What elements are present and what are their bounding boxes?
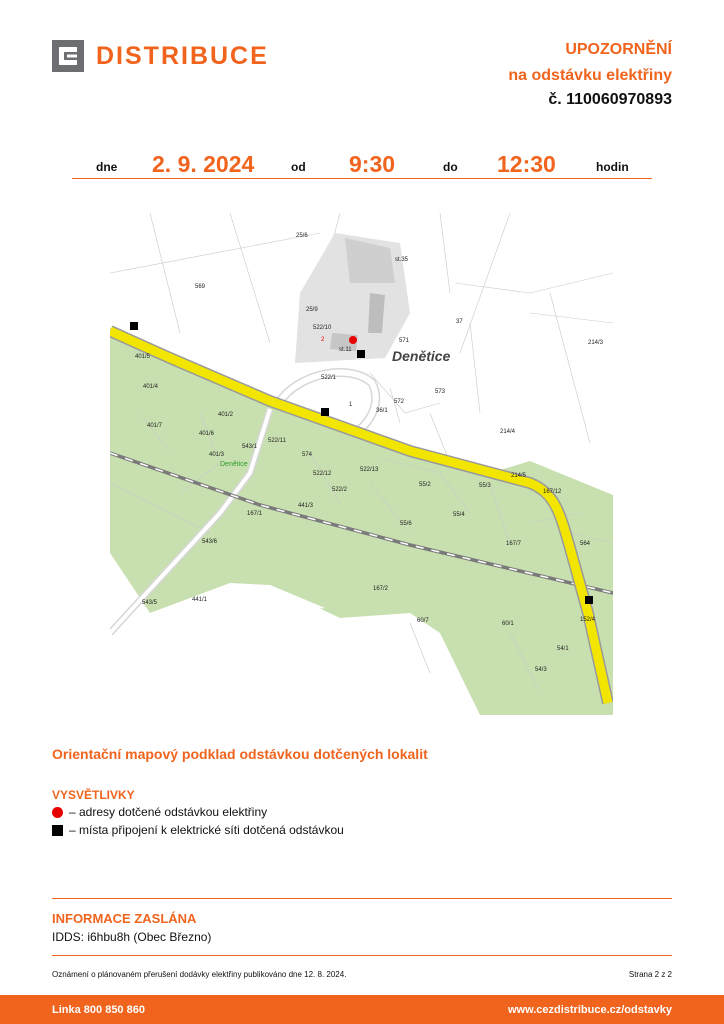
svg-text:60/7: 60/7	[417, 618, 429, 624]
svg-text:401/5: 401/5	[135, 354, 151, 360]
svg-text:54/1: 54/1	[557, 646, 569, 652]
connection-point-marker	[585, 596, 593, 604]
idds-recipient: IDDS: i6hbu8h (Obec Březno)	[52, 930, 212, 944]
village-label: Denětice	[392, 348, 451, 364]
svg-text:167/12: 167/12	[543, 489, 562, 495]
legend-connection-label: – místa připojení k elektrické síti dotčená odstávkou	[69, 823, 344, 837]
svg-text:441/1: 441/1	[192, 597, 208, 603]
outage-map	[110, 213, 613, 715]
svg-text:522/2: 522/2	[332, 487, 348, 493]
svg-text:401/3: 401/3	[209, 452, 225, 458]
day-label: dne	[96, 160, 118, 174]
to-time: 12:30	[497, 151, 556, 177]
svg-text:572: 572	[394, 399, 405, 405]
connection-point-marker	[357, 350, 365, 358]
svg-text:55/6: 55/6	[400, 521, 412, 527]
svg-text:167/2: 167/2	[373, 586, 389, 592]
svg-text:401/6: 401/6	[199, 431, 215, 437]
svg-text:167/7: 167/7	[506, 541, 522, 547]
from-label: od	[291, 160, 306, 174]
from-time: 9:30	[349, 151, 396, 177]
svg-text:2: 2	[321, 337, 325, 343]
svg-text:54/3: 54/3	[535, 667, 547, 673]
svg-text:152/4: 152/4	[580, 617, 596, 623]
outage-date: 2. 9. 2024	[152, 151, 255, 177]
green-village-label: Denětice	[220, 461, 248, 468]
svg-text:401/4: 401/4	[143, 384, 159, 390]
svg-text:441/3: 441/3	[298, 503, 314, 509]
page-number: Strana 2 z 2	[628, 970, 672, 979]
legend-item-address	[52, 805, 267, 819]
hotline-number: Linka 800 850 860	[52, 1004, 145, 1016]
svg-text:522/13: 522/13	[360, 467, 379, 473]
to-label: do	[443, 160, 458, 174]
divider	[52, 898, 672, 899]
website-link[interactable]: www.cezdistribuce.cz/odstavky	[507, 1004, 672, 1016]
cez-logo-icon	[52, 40, 84, 72]
svg-text:60/1: 60/1	[502, 621, 514, 627]
publication-note: Oznámení o plánovaném přerušení dodávky elektřiny publikováno dne 12. 8. 2024.	[52, 970, 347, 979]
svg-text:543/6: 543/6	[202, 539, 218, 545]
svg-text:401/2: 401/2	[218, 412, 234, 418]
divider	[52, 955, 672, 956]
svg-text:36/1: 36/1	[376, 408, 388, 414]
map-caption: Orientační mapový podklad odstávkou dotčených lokalit	[52, 746, 428, 762]
svg-text:543/5: 543/5	[142, 600, 158, 606]
svg-text:571: 571	[399, 338, 410, 344]
legend-address-label: – adresy dotčené odstávkou elektřiny	[69, 805, 268, 819]
logo-text: DISTRIBUCE	[96, 42, 269, 70]
divider	[72, 178, 652, 179]
legend-item-connection	[52, 823, 344, 837]
svg-text:37: 37	[456, 319, 463, 325]
svg-text:573: 573	[435, 389, 446, 395]
svg-text:522/1: 522/1	[321, 375, 337, 381]
hours-label: hodin	[596, 160, 629, 174]
svg-text:569: 569	[195, 284, 206, 290]
svg-text:214/3: 214/3	[588, 340, 604, 346]
legend-title: VYSVĚTLIVKY	[52, 788, 135, 802]
affected-address-marker	[349, 336, 357, 344]
svg-text:214/5: 214/5	[511, 473, 527, 479]
svg-text:55/3: 55/3	[479, 483, 491, 489]
svg-text:25/9: 25/9	[306, 307, 318, 313]
svg-text:522/10: 522/10	[313, 325, 332, 331]
info-title: INFORMACE ZASLÁNA	[52, 911, 197, 926]
notice-subtitle: na odstávku elektřiny	[508, 67, 672, 84]
svg-text:st.11: st.11	[339, 347, 352, 353]
svg-text:522/12: 522/12	[313, 471, 332, 477]
black-square-icon	[52, 825, 63, 836]
svg-text:55/2: 55/2	[419, 482, 431, 488]
notice-title: UPOZORNĚNÍ	[565, 41, 672, 58]
svg-text:25/6: 25/6	[296, 233, 308, 239]
svg-text:214/4: 214/4	[500, 429, 516, 435]
svg-text:564: 564	[580, 541, 591, 547]
svg-text:1: 1	[349, 402, 353, 408]
connection-point-marker	[321, 408, 329, 416]
svg-text:522/11: 522/11	[268, 438, 286, 444]
svg-text:543/1: 543/1	[242, 444, 258, 450]
svg-text:55/4: 55/4	[453, 512, 465, 518]
red-dot-icon	[52, 807, 63, 818]
svg-text:167/1: 167/1	[247, 511, 263, 517]
svg-text:574: 574	[302, 452, 313, 458]
notice-number: č. 110060970893	[548, 91, 672, 108]
svg-text:401/7: 401/7	[147, 423, 163, 429]
connection-point-marker	[130, 322, 138, 330]
svg-text:st.35: st.35	[395, 257, 409, 263]
